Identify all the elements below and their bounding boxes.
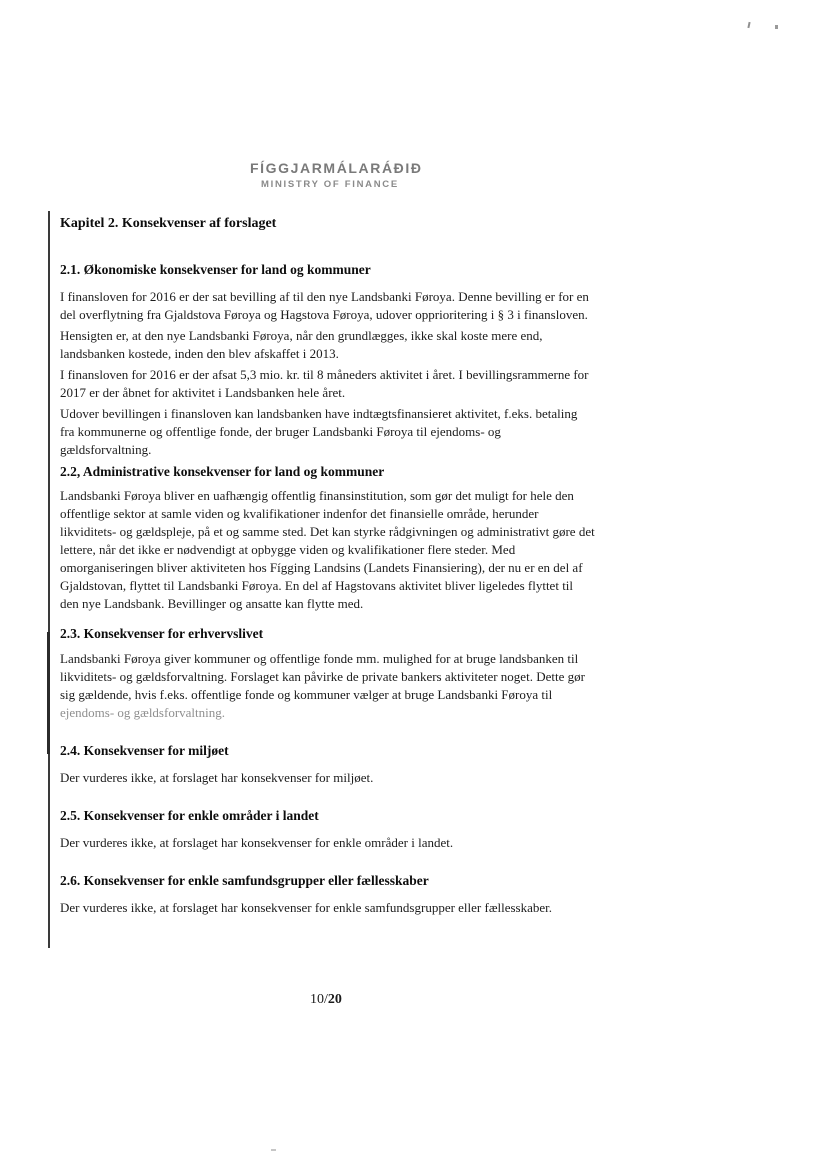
scan-artifact (775, 25, 778, 29)
logo-subtitle: MINISTRY OF FINANCE (261, 179, 399, 190)
paragraph: Der vurderes ikke, at forslaget har konsekvenser for enkle samfundsgrupper eller fællesskaber. (60, 900, 553, 915)
paragraph-text: Landsbanki Føroya giver kommuner og offentlige fonde mm. mulighed for at bruge landsbanken til likviditets- og gældsforvaltning. Forslaget kan påvirke de private bankers aktiviteter noget. Dette gør sig gældende, hvis f.eks. offentlige fonde og kommuner vælger at bruge Landsbanki Føroya til (60, 651, 585, 702)
section-heading-2-2: 2.2, Administrative konsekvenser for land og kommuner (60, 464, 385, 479)
paragraph: Der vurderes ikke, at forslaget har konsekvenser for enkle områder i landet. (60, 835, 454, 850)
paragraph: Der vurderes ikke, at forslaget har konsekvenser for miljøet. (60, 770, 374, 785)
logo-title: FÍGGJARMÁLARÁÐIÐ (250, 160, 423, 176)
section-heading-2-5: 2.5. Konsekvenser for enkle områder i landet (60, 808, 319, 823)
ministry-logo (250, 160, 423, 190)
page-number (310, 992, 342, 1008)
paragraph: I finansloven for 2016 er der sat bevilling af til den nye Landsbanki Føroya. Denne bevilling er for en del overflytning fra Gjaldstova Føroya og Hagstova Føroya, udover opprioritering i § 3 i finansloven. (60, 289, 589, 322)
paragraph-text-faded: ejendoms- og gældsforvaltning. (60, 705, 226, 720)
left-margin-rule (48, 211, 50, 948)
document-content (60, 215, 595, 920)
left-margin-rule-segment (47, 632, 50, 754)
paragraph: Landsbanki Føroya bliver en uafhængig offentlig finansinstitution, som gør det muligt for hele den offentlige sektor at samle viden og kvalifikationer indenfor det finansielle område, herunder likviditets- og gældspleje, på et og samme sted. Det kan styrke rådgivningen og administrativt gøre det lettere, når det ikke er nødvendigt at opbygge viden og kvalifikationer flere steder. Med omorganiseringen bliver aktiviteten hos Fígging Landsins (Landets Finansiering), der nu er en del af Gjaldstovan, flyttet til Landsbanki Føroya. En del af Hagstovans aktivitet bliver ligeledes flyttet til den nye Landsbank. Bevillinger og ansatte kan flytte med. (60, 488, 595, 611)
scan-artifact (271, 1149, 276, 1151)
paragraph (60, 650, 595, 722)
chapter-heading: Kapitel 2. Konsekvenser af forslaget (60, 216, 277, 231)
section-heading-2-3: 2.3. Konsekvenser for erhvervslivet (60, 626, 264, 641)
paragraph: Udover bevillingen i finansloven kan landsbanken have indtægtsfinansieret aktivitet, f.eks. betaling fra kommunerne og offentlige fonde, der bruger Landsbanki Føroya til ejendoms- og gældsforvaltning. (60, 406, 578, 457)
page-number-current: 10/ (310, 992, 328, 1007)
paragraph: Hensigten er, at den nye Landsbanki Føroya, når den grundlægges, ikke skal koste mere end, landsbanken kostede, inden den blev afskaffet i 2013. (60, 328, 543, 361)
paragraph: I finansloven for 2016 er der afsat 5,3 mio. kr. til 8 måneders aktivitet i året. I bevillingsrammerne for 2017 er der åbnet for aktivitet i Landsbanken hele året. (60, 367, 589, 400)
section-heading-2-6: 2.6. Konsekvenser for enkle samfundsgrupper eller fællesskaber (60, 873, 429, 888)
section-heading-2-1: 2.1. Økonomiske konsekvenser for land og kommuner (60, 262, 371, 277)
section-heading-2-4: 2.4. Konsekvenser for miljøet (60, 743, 229, 758)
page-number-total: 20 (327, 992, 342, 1007)
scan-artifact (747, 22, 750, 28)
